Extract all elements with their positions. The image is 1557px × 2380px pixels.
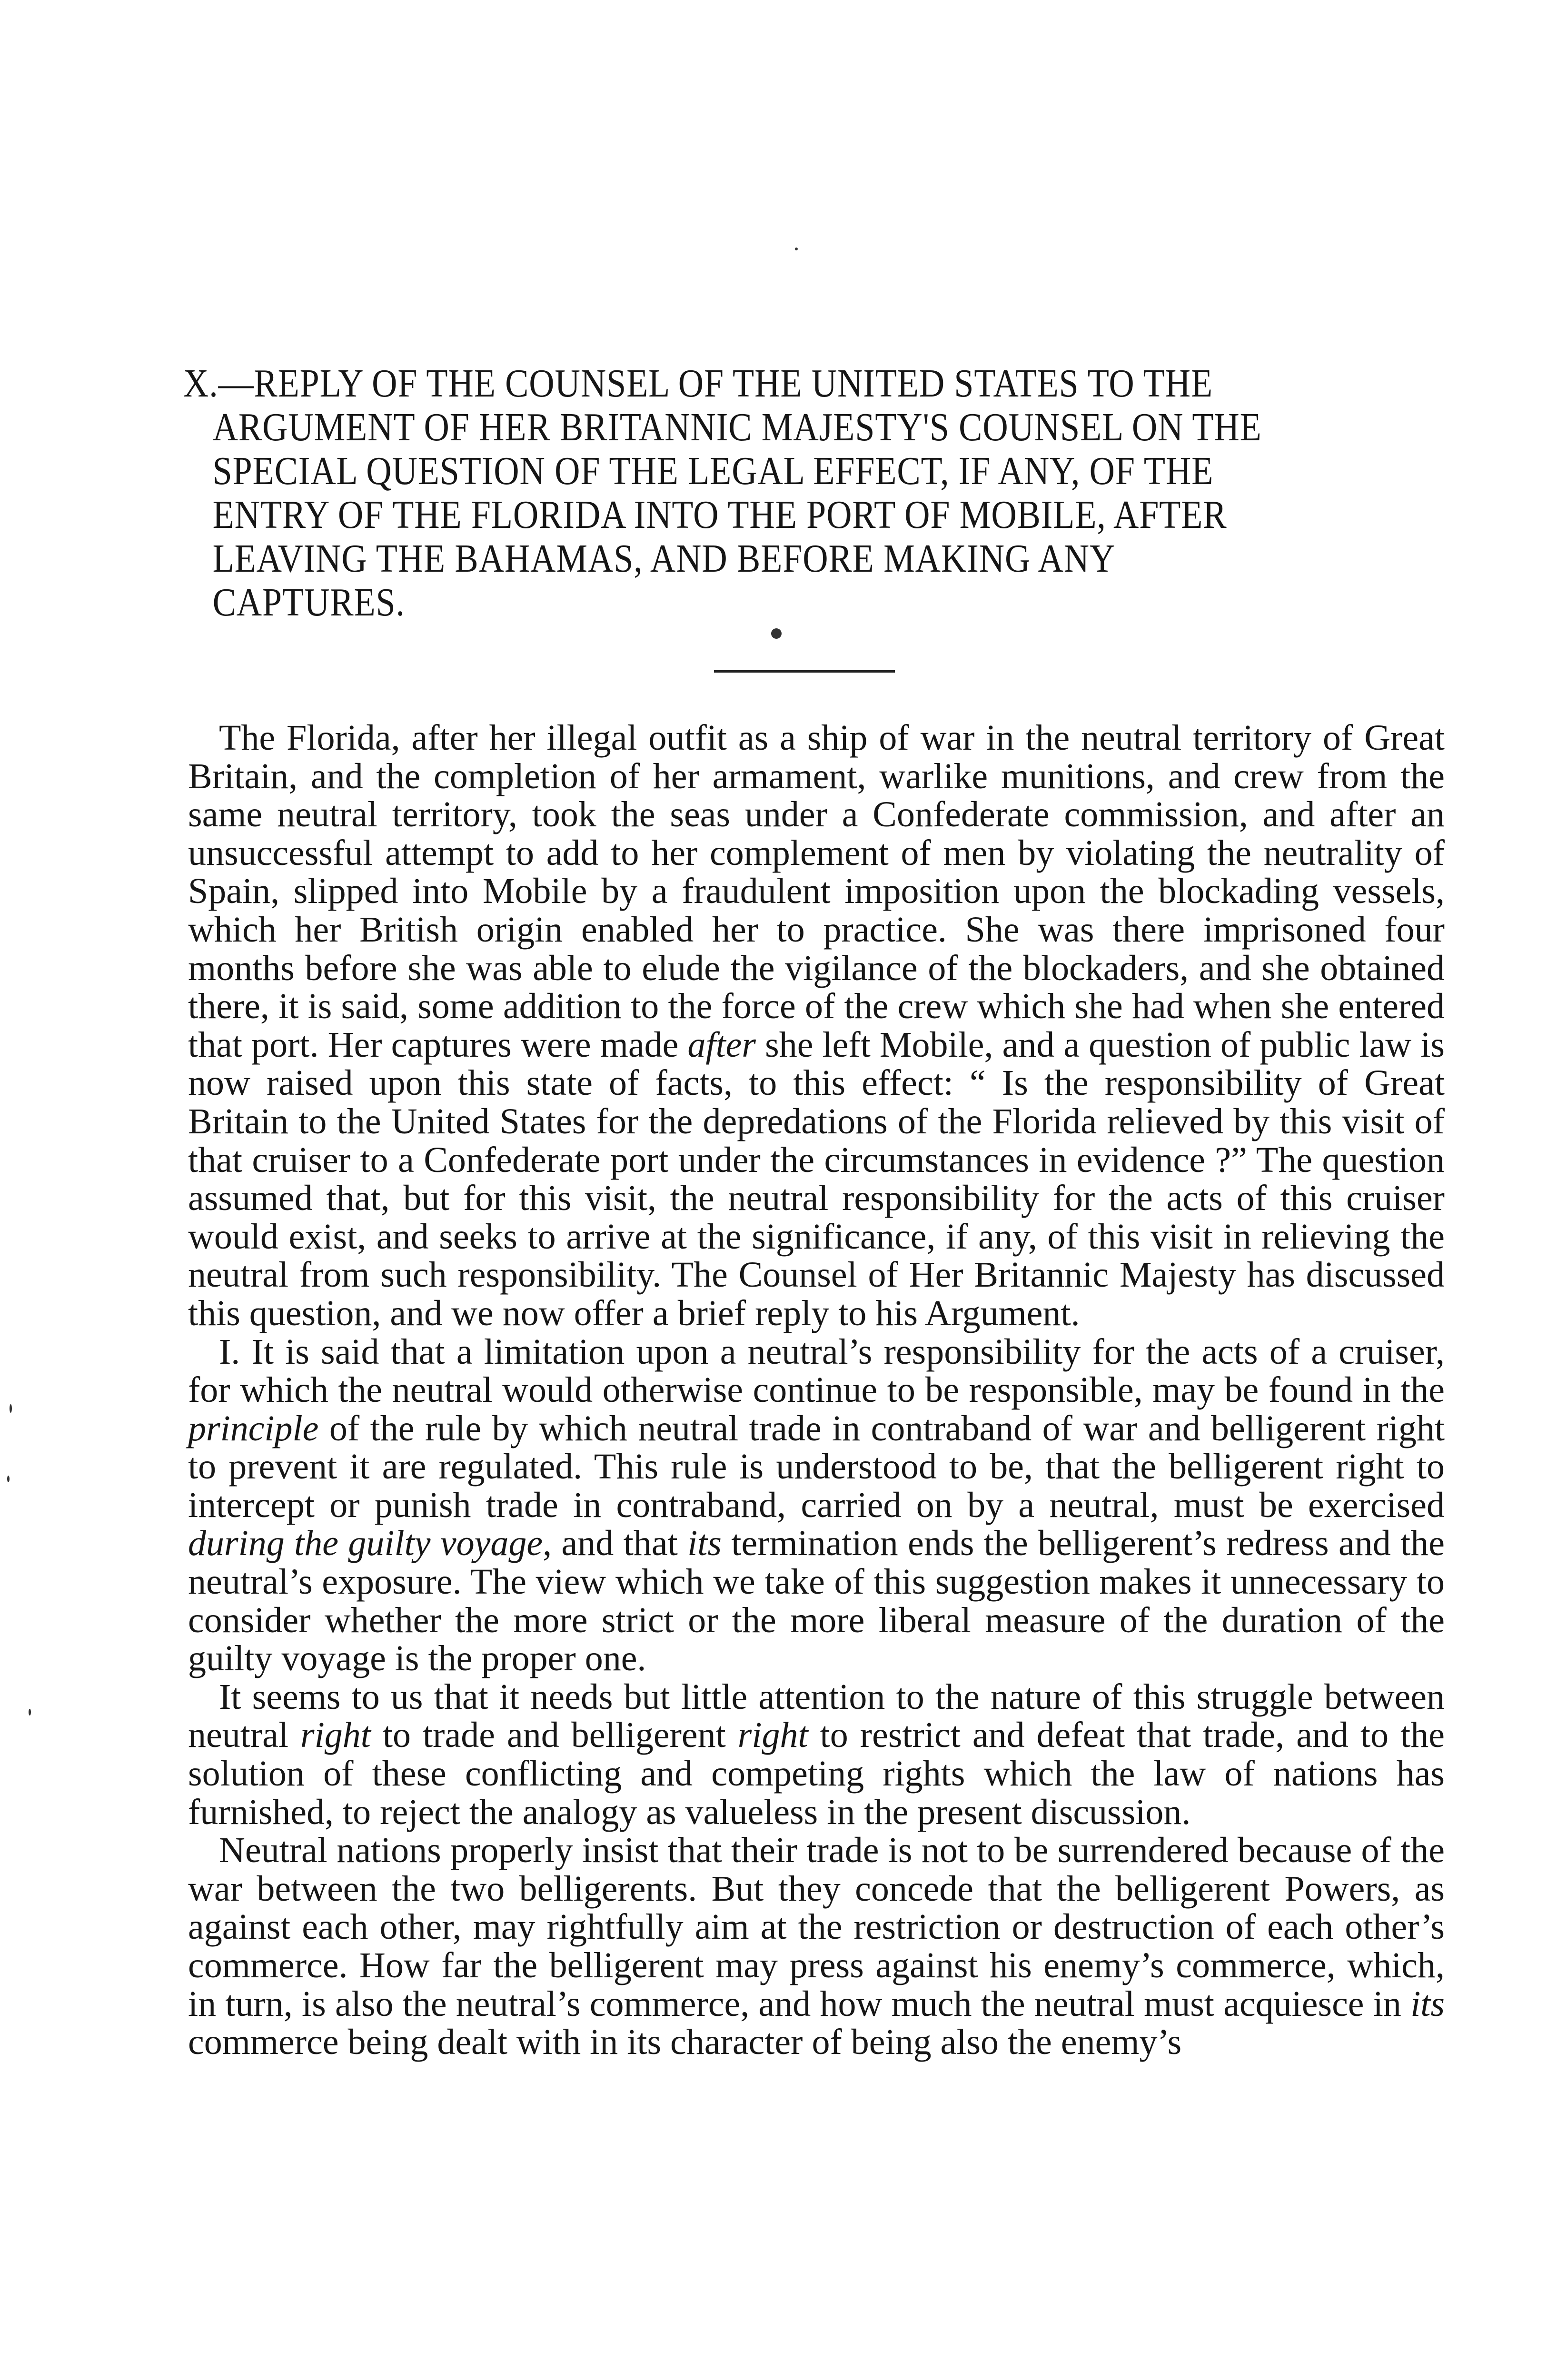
ink-speck [29, 1709, 31, 1716]
ink-speck [771, 628, 782, 639]
paragraph-2: I. It is said that a limitation upon a neutral’s responsibility for the acts of a cruiser, for which the neutral would otherwise continue to be responsible, may be found in the principle of the rule by which neutral trade in contraband of war and belligerent right to prevent it are regulated. This rule is understood to be, that the belligerent right to intercept or punish trade in contraband, carried on by a neutral, must be exercised during the guilty voyage, and that its termination ends the belligerent’s redress and the neutral’s exposure. The view which we take of this suggestion makes it unnecessary to consider whether the more strict or the more liberal measure of the duration of the guilty voyage is the proper one. [188, 1331, 1445, 1679]
paragraph-4: Neutral nations properly insist that their trade is not to be surrendered because of the war between the two belligerents. But they concede that the belligerent Powers, as against each other, may rightfully aim at the restriction or destruction of each other’s commerce. How far the belligerent may press against his enemy’s commerce, which, in turn, is also the neutral’s commerce, and how much the neutral must acquiesce in its commerce being dealt with in its character of being also the enemy’s [188, 1830, 1445, 2063]
paragraph-3: It seems to us that it needs but little attention to the nature of this struggle between neutral right to trade and belligerent right to restrict and defeat that trade, and to the solution of these conflicting and competing rights which the law of nations has furnished, to reject the analogy as valueless in the present discussion. [188, 1676, 1445, 1832]
ink-speck [795, 248, 798, 250]
heading-divider [714, 670, 895, 673]
ink-speck [7, 1476, 10, 1482]
paragraph-1: The Florida, after her illegal outfit as a ship of war in the neutral territory of Great Britain, and the completion of her armament, warlike munitions, and crew from the same neutral territory, took the seas under a Confederate commission, and after an unsuccessful attempt to add to her complement of men by violating the neutrality of Spain, slipped into Mobile by a fraudulent imposition upon the blockading vessels, which her British origin enabled her to practice. She was there imprisoned four months before she was able to elude the vigilance of the blockaders, and she obtained there, it is said, some addition to the force of the crew which she had when she entered that port. Her captures were made after she left Mobile, and a question of public law is now raised upon this state of facts, to this effect: “ Is the responsibility of Great Britain to the United States for the depredations of the Florida relieved by this visit of that cruiser to a Confederate port under the circumstances in evidence ?” The question assumed that, but for this visit, the neutral responsibility for the acts of this cruiser would exist, and seeks to arrive at the significance, if any, of this visit in relieving the neutral from such responsibility. The Counsel of Her Britannic Majesty has discussed this question, and we now offer a brief reply to his Argument. [188, 718, 1445, 1333]
section-heading-text: X.—REPLY OF THE COUNSEL OF THE UNITED STATES TO THE ARGUMENT OF HER BRITANNIC MAJESTY'S COUNSEL ON THE SPECIAL QUESTION OF THE LEGAL EFFECT, IF ANY, OF THE ENTRY OF THE FLORIDA INTO THE PORT OF MOBILE, AFTER LEAVING THE BAHAMAS, AND BEFORE MAKING ANY CAPTURES. [183, 361, 1262, 625]
ink-speck [10, 1404, 12, 1413]
body-text [188, 719, 1445, 2062]
section-heading [183, 362, 1298, 625]
